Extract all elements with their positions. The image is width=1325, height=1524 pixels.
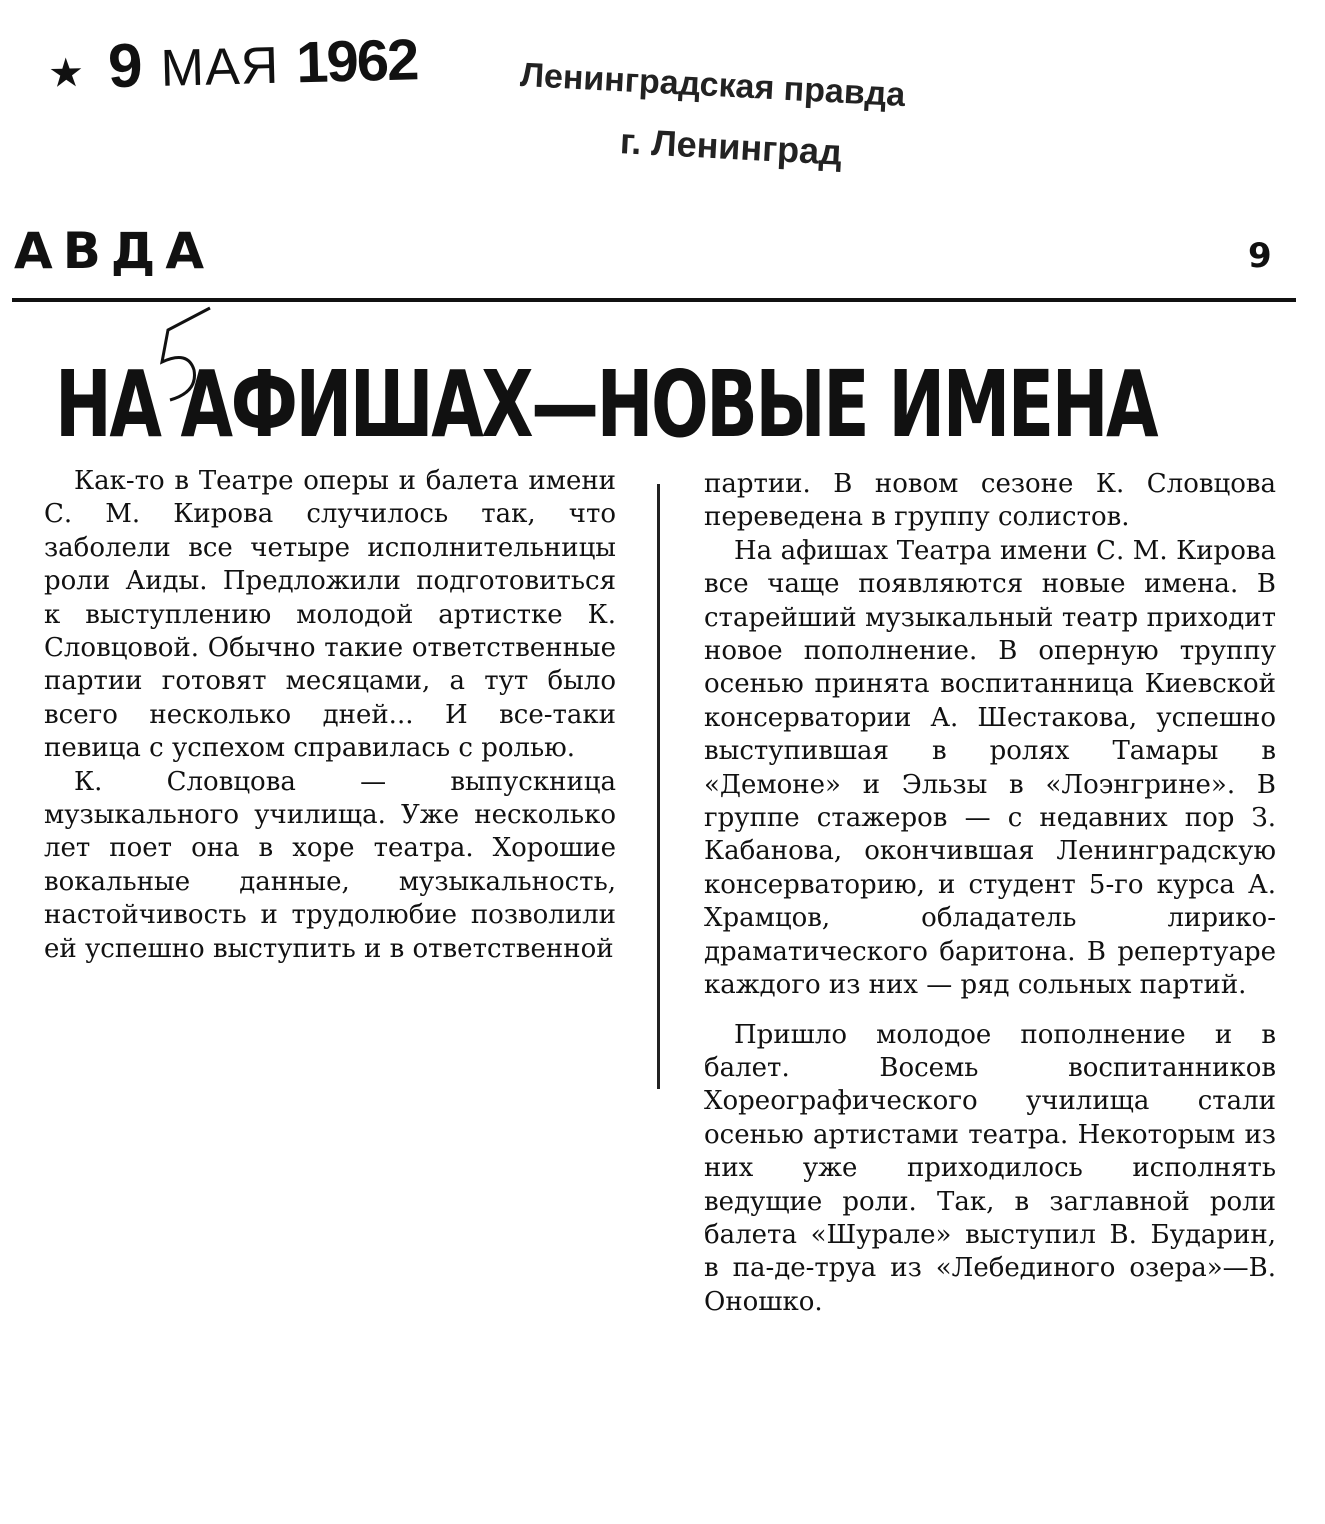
paragraph: К. Словцова — выпускница музыкального училища. Уже несколько лет поет она в хоре театра. Хорошие вокальные данные, музыкальность, настойчивость и трудолюбие позволили ей успешно выступить и в ответственной	[44, 766, 616, 964]
date-day: 9	[107, 31, 145, 102]
article-left-column	[44, 465, 616, 966]
paragraph: На афишах Театра имени С. М. Кирова все чаще появляются новые имена. В старейший музыкальный театр приходит новое пополнение. В оперную труппу осенью принята воспитанница Киевской консерватории А. Шестакова, успешно выступившая в ролях Тамары в «Демоне» и Эльзы в «Лоэнгрине». В группе стажеров — с недавних пор З. Кабанова, окончившая Ленинградскую консерваторию, и студент 5-го курса А. Храмцов, обладатель лирико-драматического баритона. В репертуаре каждого из них — ряд сольных партий.	[704, 535, 1276, 1001]
paragraph: Пришло молодое пополнение и в балет. Восемь воспитанников Хореографического училища стали осенью артистами театра. Некоторым из них уже приходилось исполнять ведущие роли. Так, в заглавной роли балета «Шурале» выступил В. Бударин, в па-де-труа из «Лебединого озера»—В. Оношко.	[704, 1019, 1276, 1317]
page-number: 9	[1248, 236, 1272, 276]
paragraph: партии. В новом сезоне К. Словцова переведена в группу солистов.	[704, 469, 1276, 533]
star-icon: ★	[47, 50, 86, 96]
paragraph: Как-то в Театре оперы и балета имени С. М. Кирова случилось так, что заболели все четыре исполнительницы роли Аиды. Предложили подготовиться к выступлению молодой артистке К. Словцовой. Обычно такие ответственные партии готовят месяцами, а тут было всего несколько дней... И все-таки певица с успехом справилась с ролью.	[44, 466, 616, 764]
newspaper-masthead: АВДА	[14, 222, 215, 280]
date-stamp	[47, 23, 418, 104]
column-divider	[657, 484, 660, 1089]
article-right-column	[704, 468, 1276, 1319]
source-stamp: Ленинградская правда	[519, 55, 907, 115]
city-stamp: г. Ленинград	[619, 120, 844, 173]
date-month: МАЯ	[159, 36, 280, 98]
date-year: 1962	[295, 27, 419, 96]
article-headline: НА АФИШАХ—НОВЫЕ ИМЕНА	[55, 351, 1157, 458]
